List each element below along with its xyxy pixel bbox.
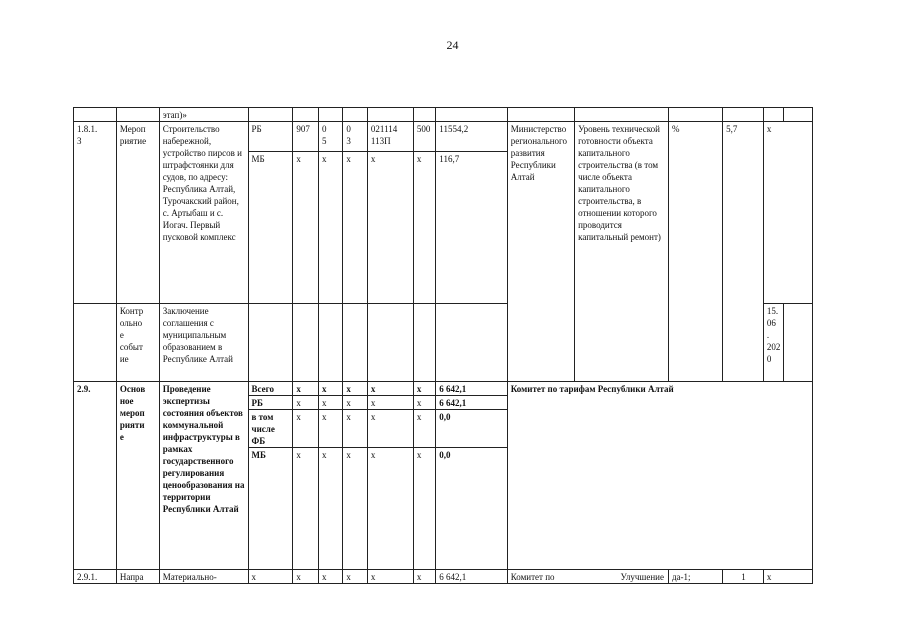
code-cell: х xyxy=(343,396,367,410)
code-cell: х xyxy=(318,396,342,410)
cell xyxy=(367,108,413,122)
code-cell: х xyxy=(367,152,413,304)
cell xyxy=(293,304,319,382)
table-row xyxy=(74,108,813,122)
code-cell: х xyxy=(318,448,342,570)
code-cell: х xyxy=(318,570,342,584)
cell xyxy=(116,108,159,122)
cell xyxy=(74,108,117,122)
code-cell: х xyxy=(343,410,367,448)
row-type: Мероп риятие xyxy=(116,122,159,304)
cell xyxy=(367,304,413,382)
code-cell: х xyxy=(293,396,319,410)
funding-source: МБ xyxy=(248,152,293,304)
cell xyxy=(575,108,669,122)
code-cell: х xyxy=(413,382,435,396)
cell xyxy=(248,108,293,122)
date-cell: 15.06 . 2020 xyxy=(763,304,783,382)
row-name: Проведение экспертизы состояния объектов коммунальной инфраструктуры в рамках государственного регулирования ценообразования на территории Республики Алтай xyxy=(159,382,248,570)
code-cell: х xyxy=(248,570,293,584)
cell xyxy=(668,108,722,122)
row-number: 1.8.1. 3 xyxy=(74,122,117,304)
code-cell: х xyxy=(318,152,342,304)
row-number: 2.9.1. xyxy=(74,570,117,584)
funding-source: РБ xyxy=(248,396,293,410)
amount-cell: 6 642,1 xyxy=(436,396,507,410)
code-cell: х xyxy=(413,396,435,410)
cell xyxy=(507,108,574,122)
code-cell: х xyxy=(293,570,319,584)
code-cell: х xyxy=(293,382,319,396)
amount-cell: 0,0 xyxy=(436,410,507,448)
code-cell: х xyxy=(367,410,413,448)
code-cell: х xyxy=(293,152,319,304)
code-cell: х xyxy=(343,382,367,396)
code-cell: х xyxy=(343,152,367,304)
cell xyxy=(784,108,813,122)
funding-source: в том числе ФБ xyxy=(248,410,293,448)
row-number: 2.9. xyxy=(74,382,117,570)
cell xyxy=(436,108,507,122)
name-cell: этап)» xyxy=(159,108,248,122)
executor-cell: Комитет по тарифам Республики Алтай xyxy=(507,382,812,570)
cell xyxy=(74,304,117,382)
value-cell: 5,7 xyxy=(723,122,764,382)
cell xyxy=(413,108,435,122)
table-row xyxy=(74,570,813,584)
code-cell: 0 5 xyxy=(318,122,342,152)
funding-source: Всего xyxy=(248,382,293,396)
executor-cell: Министерство регионального развития Республики Алтай xyxy=(507,122,574,382)
amount-cell: 11554,2 xyxy=(436,122,507,152)
row-name: Строительство набережной, устройство пирсов и штрафстоянки для судов, по адресу: Республика Алтай, Турочакский район, с. Артыбаш и с. Иогач. Первый пусковой комплекс xyxy=(159,122,248,304)
code-cell: х xyxy=(343,570,367,584)
row-type: Напра xyxy=(116,570,159,584)
code-cell: х xyxy=(367,570,413,584)
code-cell: 021114 113П xyxy=(367,122,413,152)
row-type: Основ ное мероп рияти е xyxy=(116,382,159,570)
amount-cell: 6 642,1 xyxy=(436,382,507,396)
code-cell: 907 xyxy=(293,122,319,152)
code-cell: х xyxy=(318,382,342,396)
indicator-cell: Уровень технической готовности объекта капитального строительства (в том числе объекта капитального строительства, в отношении которого проводится капитальный ремонт) xyxy=(575,122,669,382)
cell xyxy=(763,108,783,122)
row-name: Заключение соглашения с муниципальным образованием в Республике Алтай xyxy=(159,304,248,382)
value-cell: 1 xyxy=(723,570,764,584)
last-cell: х xyxy=(763,570,812,584)
cell xyxy=(436,304,507,382)
program-table xyxy=(73,107,813,584)
code-cell: х xyxy=(413,570,435,584)
amount-cell: 6 642,1 xyxy=(436,570,507,584)
cell xyxy=(248,304,293,382)
code-cell: х xyxy=(343,448,367,570)
code-cell: 0 3 xyxy=(343,122,367,152)
code-cell: х xyxy=(367,396,413,410)
code-cell: х xyxy=(413,448,435,570)
code-cell: 500 xyxy=(413,122,435,152)
cell xyxy=(784,304,813,382)
unit-cell: да-1; xyxy=(668,570,722,584)
code-cell: х xyxy=(318,410,342,448)
indicator-cell: Улучшение xyxy=(575,570,669,584)
page-number: 24 xyxy=(446,38,459,52)
cell xyxy=(343,304,367,382)
cell xyxy=(413,304,435,382)
code-cell: х xyxy=(367,448,413,570)
cell xyxy=(318,304,342,382)
unit-cell: % xyxy=(668,122,722,382)
cell xyxy=(723,108,764,122)
cell xyxy=(343,108,367,122)
funding-source: РБ xyxy=(248,122,293,152)
row-type: Контр ольно е событ ие xyxy=(116,304,159,382)
table-row xyxy=(74,382,813,396)
amount-cell: 116,7 xyxy=(436,152,507,304)
last-cell: х xyxy=(763,122,812,304)
amount-cell: 0,0 xyxy=(436,448,507,570)
code-cell: х xyxy=(413,410,435,448)
cell xyxy=(293,108,319,122)
cell xyxy=(318,108,342,122)
row-name: Материально- xyxy=(159,570,248,584)
code-cell: х xyxy=(413,152,435,304)
table-row xyxy=(74,122,813,152)
code-cell: х xyxy=(367,382,413,396)
code-cell: х xyxy=(293,448,319,570)
funding-source: МБ xyxy=(248,448,293,570)
code-cell: х xyxy=(293,410,319,448)
executor-cell: Комитет по xyxy=(507,570,574,584)
